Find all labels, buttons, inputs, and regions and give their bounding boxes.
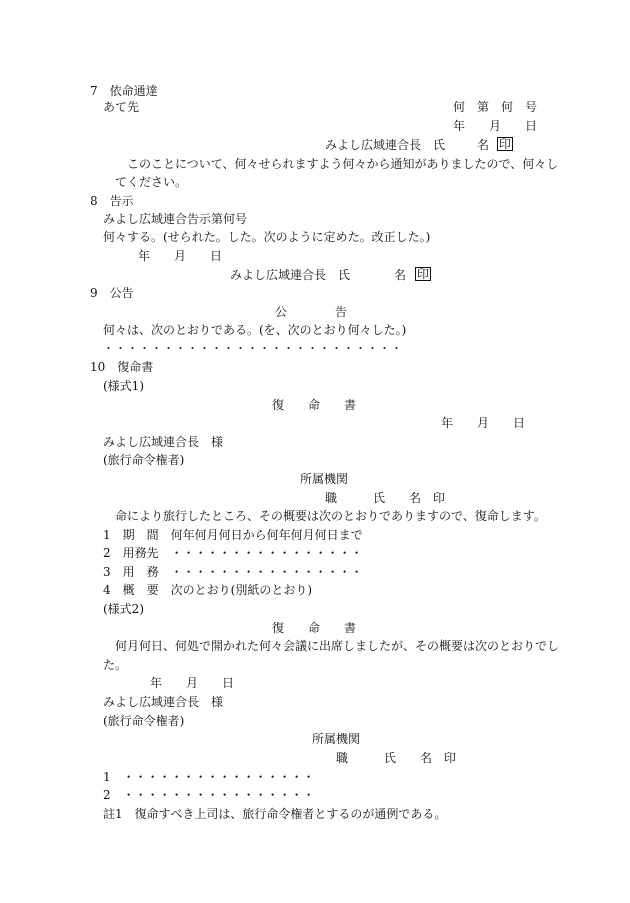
form1-item: 1 期 間 何年何月何日から何年何月何日まで (103, 528, 363, 542)
form1-date: 年 月 日 (441, 416, 526, 430)
sec7-seal-stamp (497, 137, 513, 151)
form1-signature-line: 職 氏 名 印 (325, 491, 446, 505)
form2-body-line1: 何月何日、何処で開かれた何々会議に出席しましたが、その概要は次のとおりでし (115, 639, 560, 653)
sec9-body: 何々は、次のとおりである。(を、次のとおり何々した。) (103, 323, 407, 337)
sec8-sender: みよし広域連合長 氏 (230, 268, 351, 282)
sec7-atesaki: あて先 (103, 100, 140, 114)
sec9-dots: ・・・・・・・・・・・・・・・・・・・・・・・・・ (103, 342, 403, 355)
sec8-heading: 8 告示 (90, 194, 134, 208)
form2-addressee: みよし広域連合長 様 (103, 695, 224, 709)
sec10-heading: 10 復命書 (90, 360, 154, 374)
sec9-heading: 9 公告 (90, 286, 134, 300)
form2-signature-line: 職 氏 名 印 (336, 751, 457, 765)
form2-item: 2 ・・・・・・・・・・・・・・・・ (103, 788, 315, 802)
form1-authority: (旅行命令権者) (103, 453, 185, 467)
sec8-body: 何々する。(せられた。した。次のように定めた。改正した。) (103, 230, 431, 244)
form2-date: 年 月 日 (150, 676, 235, 690)
sec7-body-line1: このことについて、何々せられますよう何々から通知がありましたので、何々し (127, 157, 559, 171)
form2-body-line2: た。 (103, 658, 128, 672)
sec8-seal-stamp (415, 267, 431, 281)
form1-body: 命により旅行したところ、その概要は次のとおりでありますので、復命します。 (115, 509, 546, 523)
form1-label: (様式1) (103, 379, 144, 393)
form2-title: 復 命 書 (272, 621, 357, 635)
form2-org: 所属機関 (312, 732, 361, 746)
form1-title: 復 命 書 (272, 398, 357, 412)
form1-org: 所属機関 (300, 472, 349, 486)
sec9-title: 公 告 (275, 305, 348, 319)
form1-addressee: みよし広域連合長 様 (103, 435, 224, 449)
sec8-date: 年 月 日 (138, 249, 223, 263)
sec7-date: 年 月 日 (453, 119, 538, 133)
sec7-sender: みよし広域連合長 氏 (325, 138, 446, 152)
form2-label: (様式2) (103, 602, 144, 616)
sec8-notice-number: みよし広域連合告示第何号 (103, 212, 248, 226)
form1-item: 3 用 務 ・・・・・・・・・・・・・・・・ (103, 565, 363, 579)
sec7-heading: 7 依命通達 (90, 84, 158, 98)
sec8-sender-name: 名 (394, 268, 407, 282)
note-line: 註1 復命すべき上司は、旅行命令権者とするのが通例である。 (103, 807, 447, 821)
sec7-sender-name: 名 (477, 138, 490, 152)
sec7-document-number: 何 第 何 号 (453, 100, 538, 114)
seal-box: 印 (499, 137, 512, 151)
sec7-body-line2: てください。 (115, 175, 188, 189)
form1-item: 4 概 要 次のとおり(別紙のとおり) (103, 583, 312, 597)
form2-item: 1 ・・・・・・・・・・・・・・・・ (103, 770, 315, 784)
form2-authority: (旅行命令権者) (103, 714, 185, 728)
form1-item: 2 用務先 ・・・・・・・・・・・・・・・・ (103, 546, 363, 560)
seal-box: 印 (417, 267, 430, 281)
